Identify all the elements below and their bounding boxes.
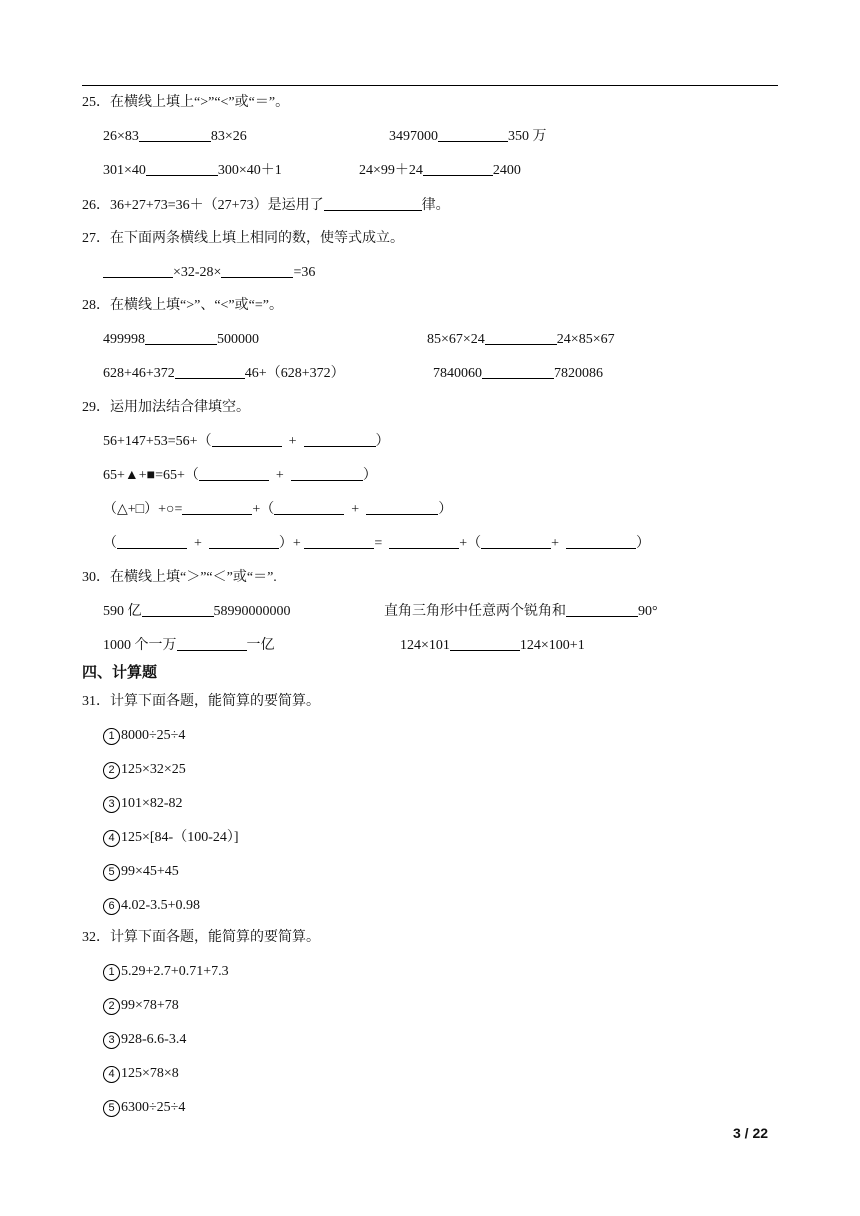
answer-blank[interactable] [274,500,344,515]
answer-blank[interactable] [438,127,508,142]
q32-item: 3 928-6.6-3.4 [103,1030,186,1050]
circled-number: 3 [103,1032,120,1049]
question-27-label: 27．在下面两条横线上填上相同的数，使等式成立。 [82,231,404,246]
answer-blank[interactable] [175,364,245,379]
answer-blank[interactable] [450,636,520,651]
question-29-label: 29．运用加法结合律填空。 [82,400,250,415]
answer-blank[interactable] [199,466,269,481]
answer-blank[interactable] [482,364,554,379]
question-28-row-d: 7840060 7820086 [433,366,603,381]
question-30-label: 30．在横线上填“＞”“＜”或“＝”. [82,570,277,585]
answer-blank[interactable] [221,263,293,278]
answer-blank[interactable] [117,534,187,549]
q32-item: 1 5.29+2.7+0.71+7.3 [103,962,229,982]
answer-blank[interactable] [212,432,282,447]
answer-blank[interactable] [324,196,422,211]
answer-blank[interactable] [566,602,638,617]
circled-number: 1 [103,728,120,745]
circled-number: 5 [103,1100,120,1117]
question-28-row-a: 499998 500000 [103,332,259,347]
q31-item: 6 4.02-3.5+0.98 [103,896,200,916]
answer-blank[interactable] [209,534,279,549]
q31-item: 5 99×45+45 [103,862,179,882]
question-28-label: 28．在横线上填“>”、“<”或“=”。 [82,298,283,313]
answer-blank[interactable] [566,534,636,549]
question-26: 26．36+27+73=36＋（27+73）是运用了 律。 [82,198,450,213]
answer-blank[interactable] [389,534,459,549]
answer-blank[interactable] [304,432,376,447]
question-30-row-b: 直角三角形中任意两个锐角和 90° [384,604,658,619]
q31-item: 1 8000÷25÷4 [103,726,185,746]
question-25-row-d: 24×99＋24 2400 [359,163,521,178]
answer-blank[interactable] [423,161,493,176]
answer-blank[interactable] [142,602,214,617]
question-29-row-3: （△+□）+○= +（ + ） [103,502,453,517]
question-27-equation: ×32-28× =36 [103,263,315,283]
q32-item: 2 99×78+78 [103,996,179,1016]
section-heading: 四、计算题 [82,664,158,681]
circled-number: 4 [103,1066,120,1083]
q32-item: 5 6300÷25÷4 [103,1098,185,1118]
circled-number: 3 [103,796,120,813]
question-25-row-c: 301×40 300×40＋1 [103,163,282,178]
answer-blank[interactable] [103,263,173,278]
question-25-row-a: 26×83 83×26 [103,129,247,144]
q31-item: 3 101×82-82 [103,794,183,814]
question-31-label: 31．计算下面各题，能简算的要简算。 [82,694,320,709]
question-30-row-d: 124×101 124×100+1 [400,638,585,653]
circled-number: 2 [103,998,120,1015]
answer-blank[interactable] [146,161,218,176]
circled-number: 2 [103,762,120,779]
question-29-row-4: （ + ）+ = +（ + ） [103,536,651,551]
question-32-label: 32．计算下面各题，能简算的要简算。 [82,930,320,945]
answer-blank[interactable] [291,466,363,481]
circled-number: 1 [103,964,120,981]
question-28-row-c: 628+46+372 46+（628+372） [103,366,345,381]
question-29-row-2: 65+▲+■=65+（ + ） [103,468,377,483]
question-30-row-c: 1000 个一万 一亿 [103,638,275,653]
question-28-row-b: 85×67×24 24×85×67 [427,332,615,347]
answer-blank[interactable] [177,636,247,651]
answer-blank[interactable] [481,534,551,549]
answer-blank[interactable] [139,127,211,142]
question-25-row-b: 3497000 350 万 [389,129,547,144]
circled-number: 5 [103,864,120,881]
circled-number: 6 [103,898,120,915]
q31-item: 2 125×32×25 [103,760,186,780]
answer-blank[interactable] [145,330,217,345]
answer-blank[interactable] [366,500,438,515]
question-25-label: 25．在横线上填上“>”“<”或“＝”。 [82,95,290,110]
q31-item: 4 125×[84-（100-24）] [103,828,239,848]
circled-number: 4 [103,830,120,847]
answer-blank[interactable] [304,534,374,549]
page-number: 3 / 22 [733,1125,769,1141]
question-29-row-1: 56+147+53=56+（ + ） [103,434,390,449]
question-30-row-a: 590 亿 58990000000 [103,604,291,619]
header-rule [82,85,778,86]
q32-item: 4 125×78×8 [103,1064,179,1084]
answer-blank[interactable] [485,330,557,345]
answer-blank[interactable] [182,500,252,515]
